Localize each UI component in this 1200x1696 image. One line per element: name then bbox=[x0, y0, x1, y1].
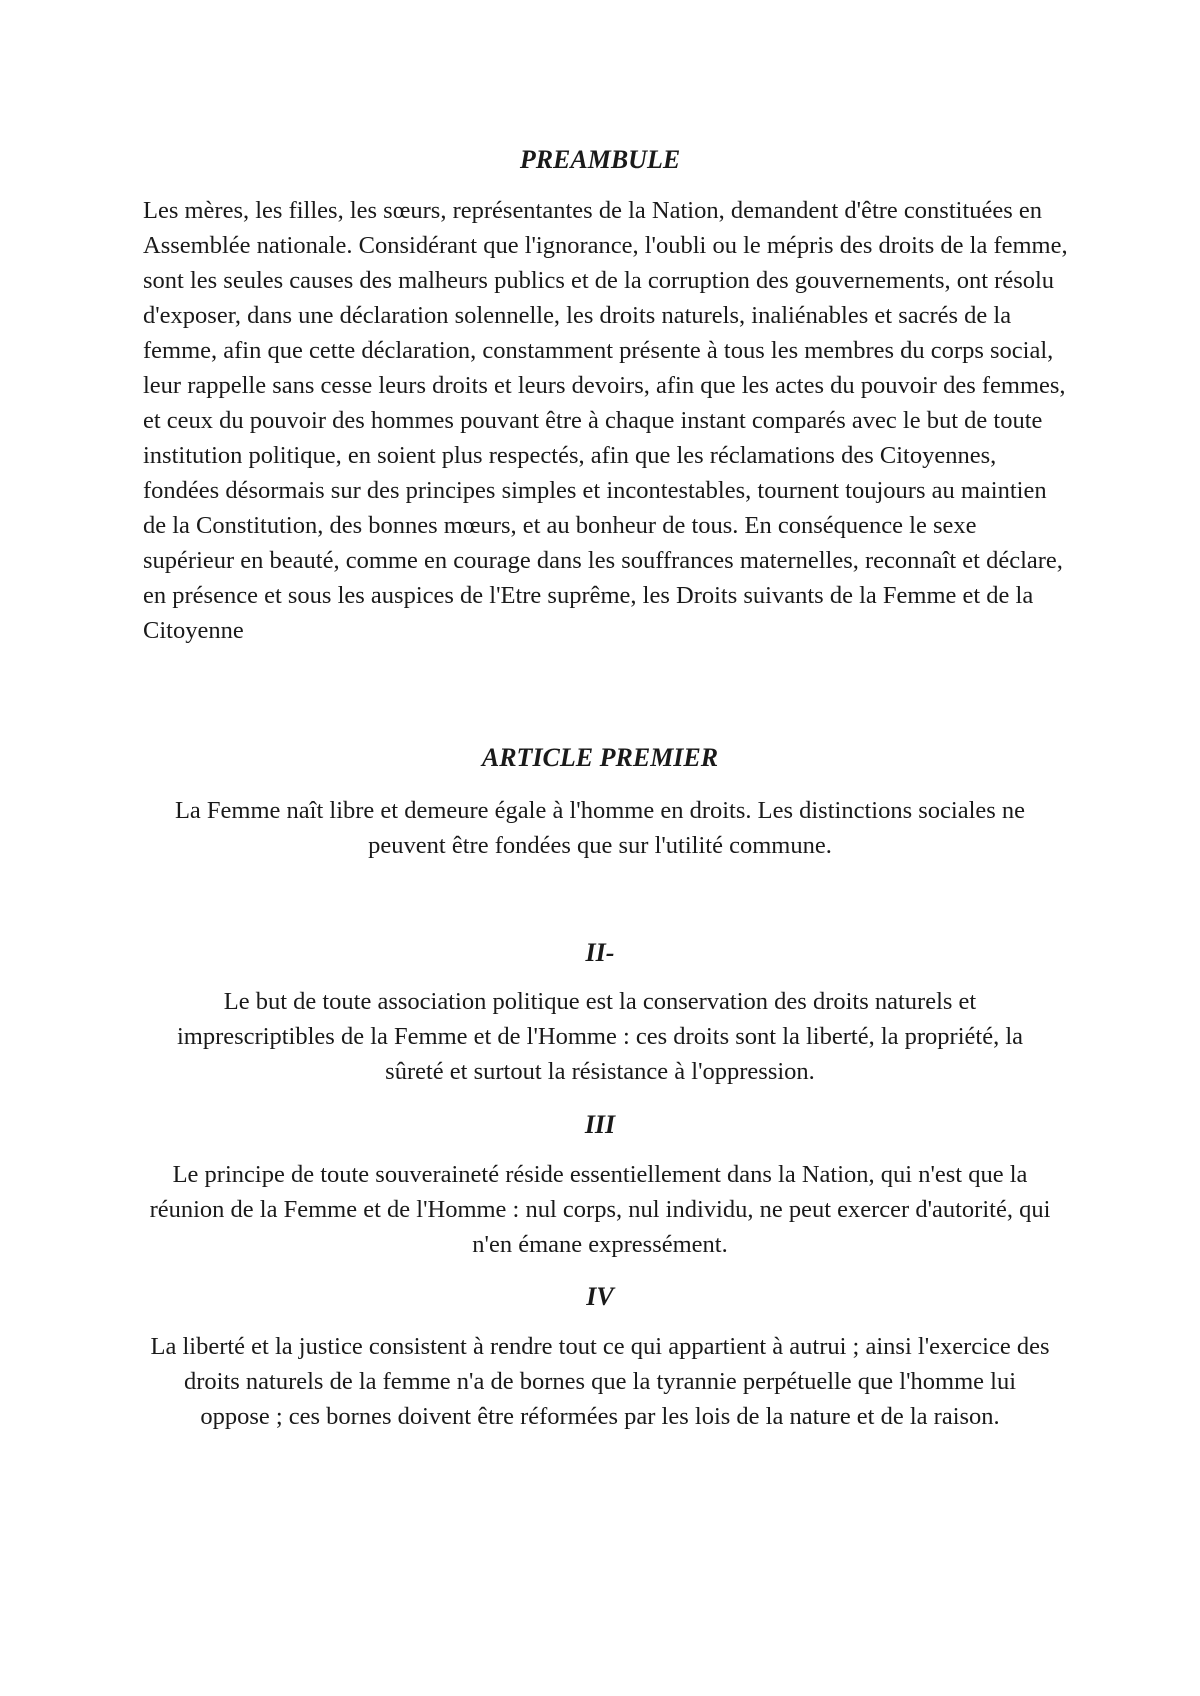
article-1-text: La Femme naît libre et demeure égale à l'homme en droits. Les distinctions sociales ne peuvent être fondées que sur l'utilité commune. bbox=[174, 797, 1026, 859]
article-4-heading: IV bbox=[586, 1282, 614, 1311]
article-1-heading: ARTICLE PREMIER bbox=[481, 743, 719, 772]
article-3-text: Le principe de toute souveraineté réside essentiellement dans la Nation, qui n'est que la réunion de la Femme et de l'Homme : nul corps, nul individu, ne peut exercer d'autorité, qui n'en émane expressément. bbox=[149, 1161, 1051, 1258]
preamble-heading: PREAMBULE bbox=[519, 145, 681, 174]
preamble-text: Les mères, les filles, les sœurs, représentantes de la Nation, demandent d'être constituées en Assemblée nationale. Considérant que l'ignorance, l'oubli ou le mépris des droits de la femme, sont les seules causes des malheurs publics et de la corruption des gouvernements, ont résolu d'exposer, dans une déclaration solennelle, les droits naturels, inaliénables et sacrés de la femme, afin que cette déclaration, constamment présente à tous les membres du corps social, leur rappelle sans cesse leurs droits et leurs devoirs, afin que les actes du pouvoir des femmes, et ceux du pouvoir des hommes pouvant être à chaque instant comparés avec le but de toute institution politique, en soient plus respectés, afin que les réclamations des Citoyennes, fondées désormais sur des principes simples et incontestables, tournent toujours au maintien de la Constitution, des bonnes mœurs, et au bonheur de tous. En conséquence le sexe supérieur en beauté, comme en courage dans les souffrances maternelles, reconnaît et déclare, en présence et sous les auspices de l'Etre suprême, les Droits suivants de la Femme et de la Citoyenne bbox=[143, 197, 1068, 644]
article-2-heading: II- bbox=[585, 938, 615, 967]
article-2-text: Le but de toute association politique est la conservation des droits naturels et imprescriptibles de la Femme et de l'Homme : ces droits sont la liberté, la propriété, la sûreté et surtout la résistance à l'oppression. bbox=[176, 988, 1023, 1085]
article-4-text: La liberté et la justice consistent à rendre tout ce qui appartient à autrui ; ainsi l'exercice des droits naturels de la femme n'a de bornes que la tyrannie perpétuelle que l'homme lui oppose ; ces bornes doivent être réformées par les lois de la nature et de la raison. bbox=[150, 1333, 1050, 1430]
article-3-heading: III bbox=[584, 1110, 616, 1139]
